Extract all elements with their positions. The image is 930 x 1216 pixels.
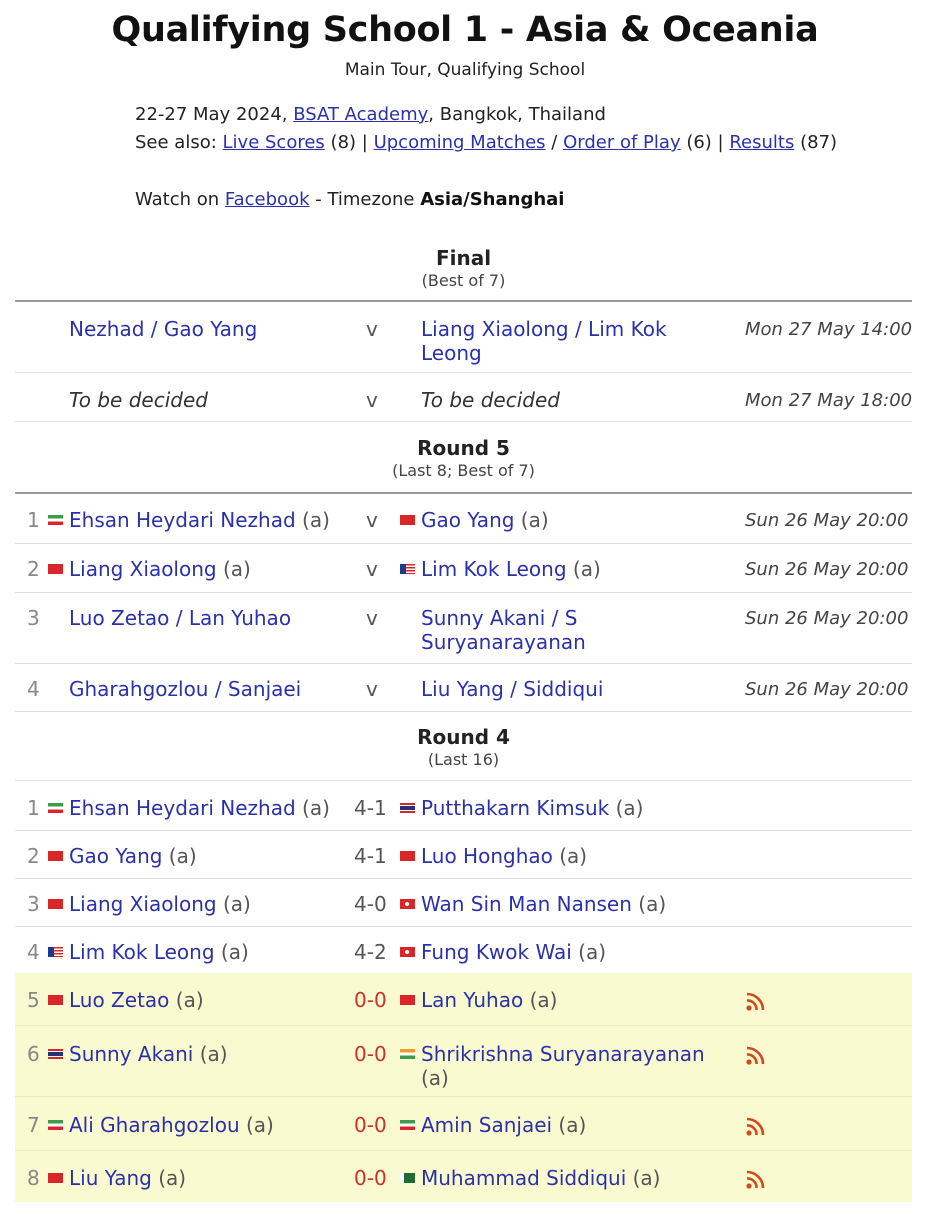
hong-kong-flag-icon (400, 947, 415, 957)
player-2[interactable] (400, 1166, 661, 1190)
row-divider (15, 1150, 912, 1151)
player-2[interactable] (400, 844, 587, 868)
china-flag-icon (48, 564, 63, 574)
match-time: Sun 26 May 20:00 (745, 559, 909, 580)
match-number: 4 (27, 940, 40, 964)
match-score[interactable]: 4-1 (354, 844, 387, 868)
match-score[interactable]: 4-0 (354, 892, 387, 916)
china-flag-icon (400, 995, 415, 1005)
facebook-link[interactable]: Facebook (224, 189, 310, 210)
china-flag-icon (400, 851, 415, 861)
player-1[interactable] (48, 844, 197, 868)
versus: v (366, 677, 378, 701)
amateur-tag: (a) (168, 844, 197, 868)
player-2[interactable] (400, 940, 606, 964)
amateur-tag: (a) (572, 557, 601, 581)
section-subtitle: (Last 8; Best of 7) (392, 461, 535, 480)
amateur-tag: (a) (222, 557, 251, 581)
rss-feed-icon[interactable] (745, 990, 767, 1012)
hong-kong-flag-icon (400, 899, 415, 909)
amateur-tag: (a) (615, 796, 644, 820)
section-title: Final (435, 246, 492, 270)
versus: v (366, 557, 378, 581)
watch-line (135, 189, 564, 210)
event-dates: 22-27 May 2024, (135, 104, 288, 125)
iran-flag-icon (400, 1120, 415, 1130)
row-divider (15, 711, 912, 712)
player-name[interactable]: Ehsan Heydari Nezhad (69, 508, 296, 532)
live-score[interactable]: 0-0 (354, 1113, 387, 1137)
player-1[interactable] (48, 1042, 228, 1066)
row-divider (15, 1096, 912, 1097)
player-name[interactable]: Luo Zetao (69, 988, 170, 1012)
row-divider (15, 878, 912, 879)
amateur-tag: (a) (558, 1113, 587, 1137)
match-time: Sun 26 May 20:00 (745, 608, 909, 629)
amateur-tag: (a) (302, 796, 330, 820)
player-1-tbd: To be decided (69, 388, 208, 412)
amateur-tag: (a) (220, 940, 249, 964)
match-number: 7 (27, 1113, 40, 1137)
malaysia-flag-icon (48, 947, 63, 957)
player-name[interactable]: Liang Xiaolong (69, 892, 217, 916)
iran-flag-icon (48, 1120, 63, 1130)
event-location: , Bangkok, Thailand (428, 104, 606, 125)
player-2[interactable] (400, 988, 557, 1012)
amateur-tag: (a) (638, 892, 667, 916)
page-subtitle: Main Tour, Qualifying School (344, 60, 586, 80)
player-name[interactable]: Shrikrishna Suryanarayanan (421, 1042, 705, 1066)
pakistan-flag-icon (400, 1173, 415, 1183)
player-1[interactable] (48, 1113, 274, 1137)
match-number: 6 (27, 1042, 40, 1066)
player-2-amateur-line (421, 1066, 449, 1090)
iran-flag-icon (48, 803, 63, 813)
timezone-value: Asia/Shanghai (420, 189, 565, 210)
match-time: Sun 26 May 20:00 (745, 510, 909, 531)
row-divider (15, 1025, 912, 1026)
player-1[interactable]: Gharahgozlou / Sanjaei (69, 677, 302, 701)
player-1[interactable] (48, 1166, 186, 1190)
section-divider (15, 780, 912, 781)
live-score[interactable]: 0-0 (354, 1042, 387, 1066)
player-name[interactable]: Amin Sanjaei (421, 1113, 553, 1137)
rss-feed-icon[interactable] (745, 1168, 767, 1190)
live-score[interactable]: 0-0 (354, 988, 387, 1012)
versus: v (366, 606, 378, 630)
amateur-tag: (a) (529, 988, 558, 1012)
player-1[interactable] (48, 557, 251, 581)
amateur-tag: (a) (559, 844, 588, 868)
player-1[interactable] (48, 940, 249, 964)
match-number: 2 (27, 844, 40, 868)
match-time: Mon 27 May 14:00 (745, 319, 913, 340)
results-count: (87) (800, 132, 838, 153)
match-number: 5 (27, 988, 40, 1012)
section-divider (15, 492, 912, 494)
match-number: 2 (27, 557, 40, 581)
event-info-line (135, 104, 606, 125)
china-flag-icon (48, 899, 63, 909)
match-number: 1 (27, 796, 40, 820)
china-flag-icon (48, 851, 63, 861)
order-of-play-count: (6) | (686, 132, 724, 153)
malaysia-flag-icon (400, 564, 415, 574)
match-time: Sun 26 May 20:00 (745, 679, 909, 700)
upcoming-matches-link[interactable]: Upcoming Matches (373, 132, 546, 153)
player-2[interactable] (400, 1042, 705, 1066)
player-name[interactable]: Ali Gharahgozlou (69, 1113, 240, 1137)
amateur-tag: (a) (632, 1166, 661, 1190)
row-divider (15, 663, 912, 664)
row-divider (15, 830, 912, 831)
match-number: 4 (27, 677, 40, 701)
player-name[interactable]: Wan Sin Man Nansen (421, 892, 632, 916)
player-name[interactable]: Lim Kok Leong (69, 940, 215, 964)
player-2[interactable] (400, 796, 643, 820)
player-1[interactable] (48, 892, 251, 916)
amateur-tag: (a) (158, 1166, 187, 1190)
india-flag-icon (400, 1049, 415, 1059)
player-name[interactable]: Luo Honghao (421, 844, 553, 868)
player-name[interactable]: Lan Yuhao (421, 988, 524, 1012)
versus: v (366, 388, 378, 412)
row-divider (15, 543, 912, 544)
versus: v (366, 317, 378, 341)
player-1[interactable] (48, 796, 330, 820)
player-name[interactable]: Gao Yang (421, 508, 515, 532)
amateur-tag: (a) (246, 1113, 274, 1137)
amateur-tag: (a) (302, 508, 330, 532)
see-also-label: See also: (135, 132, 217, 153)
player-name[interactable]: Fung Kwok Wai (421, 940, 572, 964)
row-divider (15, 592, 912, 593)
player-2[interactable] (400, 508, 549, 532)
china-flag-icon (48, 995, 63, 1005)
player-2[interactable]: Liu Yang / Siddiqui (421, 677, 604, 701)
round4-section-header (15, 725, 912, 769)
timezone-label: - Timezone (315, 189, 415, 210)
player-2[interactable] (400, 892, 666, 916)
player-2[interactable]: Sunny Akani / S Suryanarayanan (421, 606, 586, 654)
thailand-flag-icon (48, 1049, 63, 1059)
iran-flag-icon (48, 515, 63, 525)
page-title: Qualifying School 1 - Asia & Oceania (111, 10, 819, 50)
results-link[interactable]: Results (729, 132, 795, 153)
final-section-header (15, 246, 912, 290)
live-score[interactable]: 0-0 (354, 1166, 387, 1190)
round5-section-header (15, 436, 912, 480)
order-of-play-link[interactable]: Order of Play (563, 132, 681, 153)
section-subtitle: (Best of 7) (421, 271, 506, 290)
player-name[interactable]: Sunny Akani (69, 1042, 194, 1066)
player-name[interactable]: Lim Kok Leong (421, 557, 567, 581)
player-2[interactable]: Liang Xiaolong / Lim Kok Leong (421, 317, 667, 365)
link-separator: / (551, 132, 558, 153)
section-title: Round 5 (417, 436, 510, 460)
amateur-tag: (a) (520, 508, 549, 532)
match-number: 8 (27, 1166, 40, 1190)
watch-label: Watch on (135, 189, 220, 210)
player-name[interactable]: Liang Xiaolong (69, 557, 217, 581)
player-1[interactable] (48, 988, 204, 1012)
match-number: 3 (27, 892, 40, 916)
player-name[interactable]: Liu Yang (69, 1166, 152, 1190)
match-number: 1 (27, 508, 40, 532)
see-also-line (135, 132, 837, 153)
live-scores-count: (8) | (330, 132, 368, 153)
rss-feed-icon[interactable] (745, 1044, 767, 1066)
row-divider (15, 926, 912, 927)
player-2-tbd: To be decided (421, 388, 560, 412)
amateur-tag: (a) (199, 1042, 228, 1066)
match-number: 3 (27, 606, 40, 630)
amateur-tag: (a) (222, 892, 251, 916)
row-divider (15, 372, 912, 373)
player-2[interactable] (400, 557, 601, 581)
player-name[interactable]: Ehsan Heydari Nezhad (69, 796, 296, 820)
section-title: Round 4 (417, 725, 510, 749)
amateur-tag: (a) (175, 988, 204, 1012)
player-1[interactable]: Nezhad / Gao Yang (69, 317, 258, 341)
match-time: Mon 27 May 18:00 (745, 390, 913, 411)
section-divider (15, 300, 912, 302)
rss-feed-icon[interactable] (745, 1115, 767, 1137)
player-name[interactable]: Muhammad Siddiqui (421, 1166, 627, 1190)
amateur-tag: (a) (578, 940, 607, 964)
section-subtitle: (Last 16) (427, 750, 500, 769)
player-name[interactable]: Putthakarn Kimsuk (421, 796, 610, 820)
china-flag-icon (48, 1173, 63, 1183)
match-score[interactable]: 4-1 (354, 796, 387, 820)
player-1[interactable]: Luo Zetao / Lan Yuhao (69, 606, 292, 630)
venue-link[interactable]: BSAT Academy (293, 104, 429, 125)
amateur-tag: (a) (421, 1066, 449, 1090)
player-1[interactable] (48, 508, 330, 532)
player-name[interactable]: Gao Yang (69, 844, 163, 868)
china-flag-icon (400, 515, 415, 525)
player-2[interactable] (400, 1113, 586, 1137)
match-score[interactable]: 4-2 (354, 940, 387, 964)
live-scores-link[interactable]: Live Scores (222, 132, 325, 153)
row-divider (15, 421, 912, 422)
thailand-flag-icon (400, 803, 415, 813)
versus: v (366, 508, 378, 532)
